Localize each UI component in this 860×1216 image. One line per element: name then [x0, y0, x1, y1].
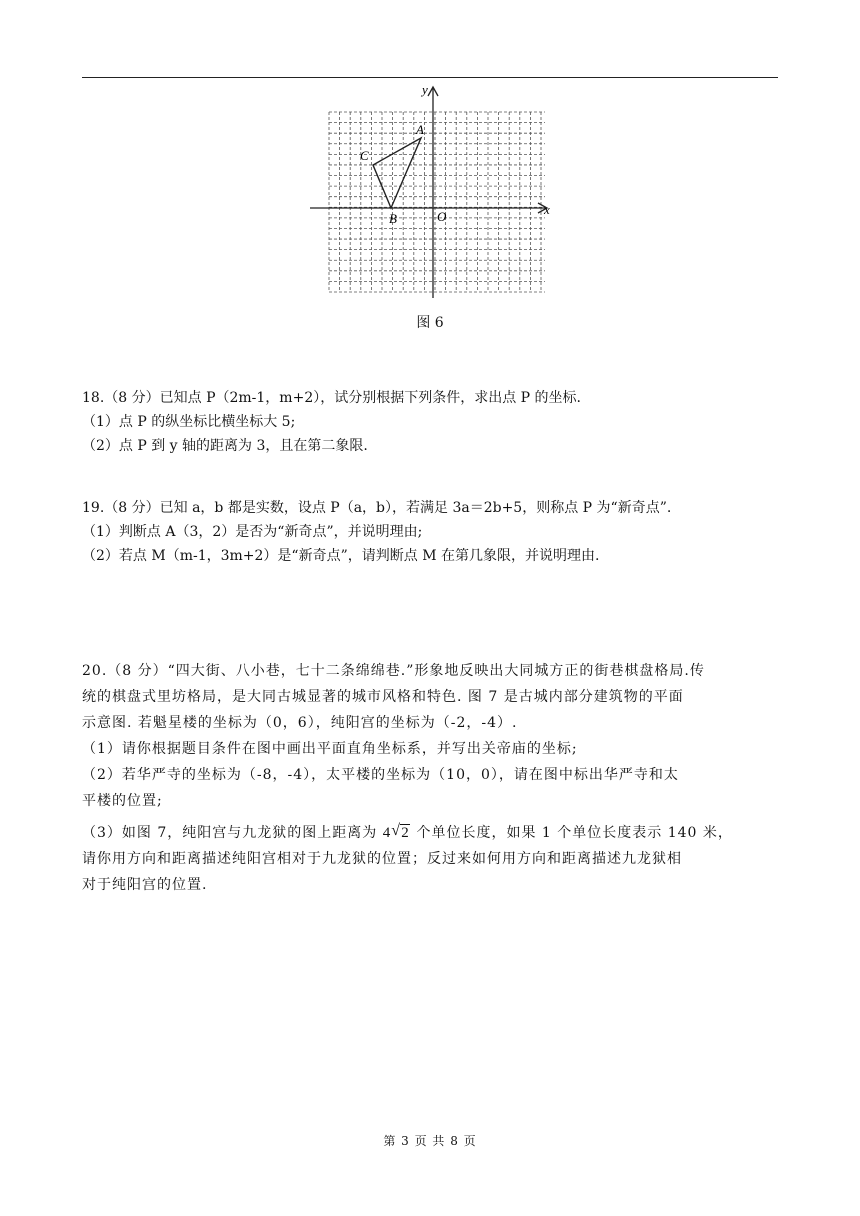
q20-stem-line-3: 示意图. 若魁星楼的坐标为（0，6），纯阳宫的坐标为（-2，-4）. — [82, 715, 518, 731]
q20-stem-line-1: 20.（8 分）“四大街、八小巷，七十二条绵绵巷.”形象地反映出大同城方正的街巷棋盘格局.传 — [82, 663, 705, 679]
q20-part-2-line-2: 平楼的位置; — [82, 793, 163, 809]
page-footer: 第 3 页 共 8 页 — [383, 1134, 477, 1148]
question-19 — [82, 496, 778, 568]
coordinate-grid-figure — [300, 82, 560, 302]
header-rule — [82, 77, 778, 78]
sqrt-radicand: 2 — [401, 825, 410, 841]
q20-part-3-line-2: 请你用方向和距离描述纯阳宫相对于九龙狱的位置；反过来如何用方向和距离描述九龙狱相 — [82, 851, 682, 867]
q19-stem: 19.（8 分）已知 a，b 都是实数，设点 P（a，b），若满足 3a＝2b+5，则称点 P 为“新奇点”. — [82, 500, 672, 516]
q20-part-1: （1）请你根据题目条件在图中画出平面直角坐标系，并写出关帝庙的坐标; — [82, 741, 578, 757]
origin-label: O — [437, 209, 447, 224]
q20-part-3-text-before: （3）如图 7，纯阳宫与九龙狱的图上距离为 — [82, 825, 378, 841]
point-b-label: B — [389, 211, 397, 226]
y-axis-label: y — [422, 82, 428, 97]
figure-6 — [300, 82, 560, 302]
q18-part-2: （2）点 P 到 y 轴的距离为 3，且在第二象限. — [82, 438, 368, 454]
square-root-sign: √ 2 — [391, 822, 410, 841]
x-axis-label: x — [544, 202, 550, 217]
q18-stem: 18.（8 分）已知点 P（2m-1，m+2），试分别根据下列条件，求出点 P 的坐标. — [82, 390, 581, 406]
dashed-grid — [329, 112, 545, 292]
q20-stem-line-2: 统的棋盘式里坊格局，是大同古城显著的城市风格和特色. 图 7 是古城内部分建筑物的平面 — [82, 689, 684, 705]
sqrt-expression — [382, 822, 417, 841]
point-c-label: C — [360, 148, 369, 163]
question-20 — [82, 658, 778, 898]
q19-part-1: （1）判断点 A（3，2）是否为“新奇点”，并说明理由; — [82, 524, 423, 540]
q20-part-3-text-after: 个单位长度，如果 1 个单位长度表示 140 米， — [416, 825, 733, 841]
sqrt-coefficient: 4 — [382, 825, 392, 841]
point-a-label: A — [416, 122, 424, 137]
figure-caption: 图 6 — [416, 315, 444, 331]
q19-part-2: （2）若点 M（m-1，3m+2）是“新奇点”，请判断点 M 在第几象限，并说明理由. — [82, 548, 600, 564]
question-18 — [82, 386, 778, 458]
q18-part-1: （1）点 P 的纵坐标比横坐标大 5; — [82, 414, 296, 430]
q20-part-2-line-1: （2）若华严寺的坐标为（-8，-4），太平楼的坐标为（10，0），请在图中标出华严寺和太 — [82, 767, 679, 783]
q20-part-3-line-1 — [82, 820, 778, 846]
q20-part-3-line-3: 对于纯阳宫的位置. — [82, 877, 208, 893]
